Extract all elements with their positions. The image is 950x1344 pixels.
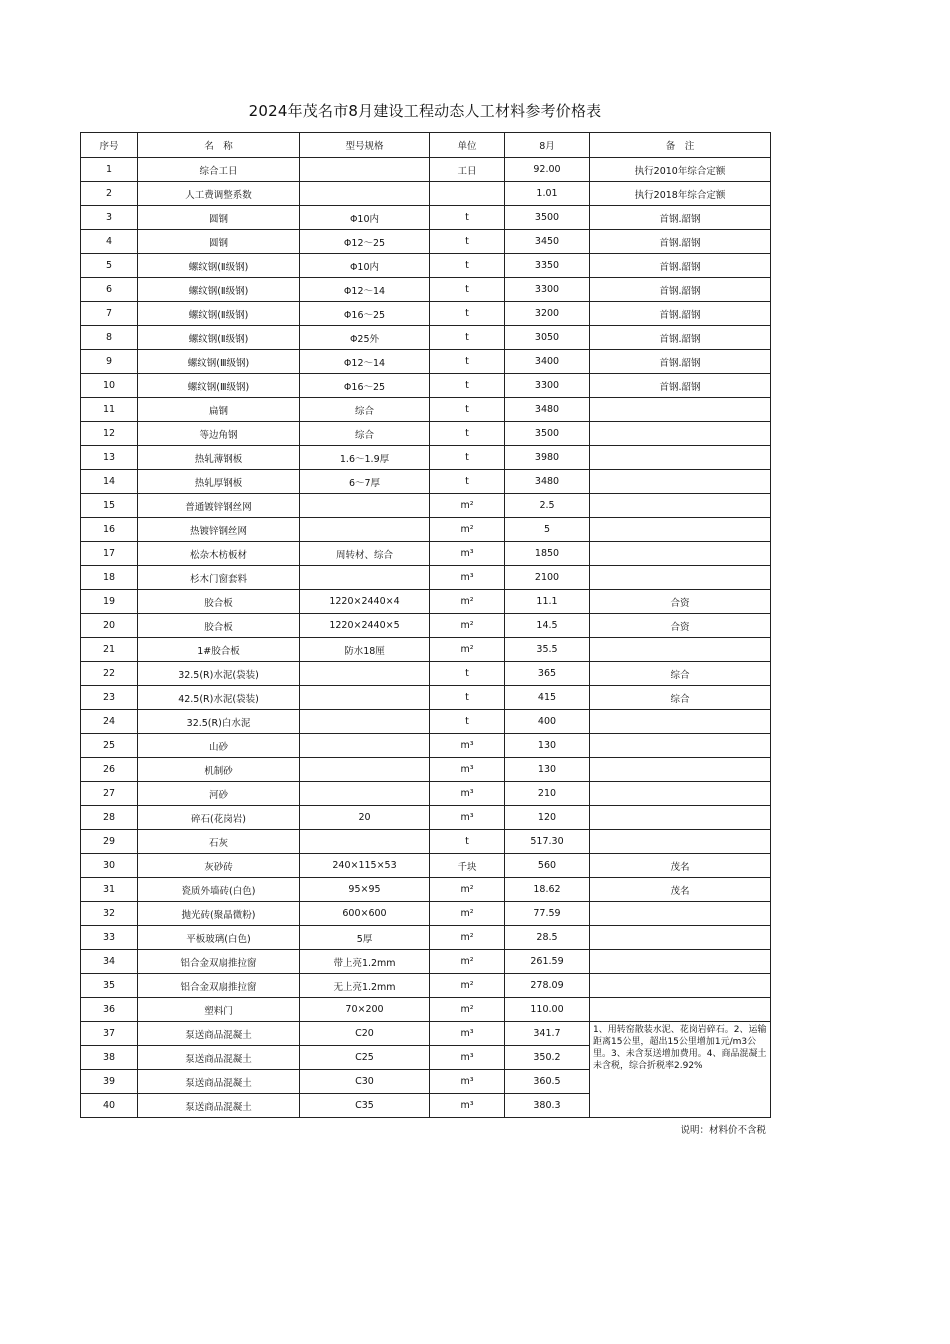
table-row: [81, 974, 771, 998]
cell-unit: m³: [430, 806, 505, 830]
table-row: [81, 926, 771, 950]
cell-spec: [300, 710, 430, 734]
cell-remark: 首钢.韶钢: [590, 326, 771, 350]
cell-price: 130: [505, 734, 590, 758]
cell-no: 40: [81, 1094, 138, 1118]
cell-no: 34: [81, 950, 138, 974]
cell-spec: 70×200: [300, 998, 430, 1022]
cell-no: 1: [81, 158, 138, 182]
cell-no: 23: [81, 686, 138, 710]
table-row: [81, 686, 771, 710]
cell-unit: m²: [430, 926, 505, 950]
cell-no: 38: [81, 1046, 138, 1070]
cell-unit: t: [430, 710, 505, 734]
cell-spec: [300, 686, 430, 710]
cell-remark: [590, 950, 771, 974]
cell-no: 27: [81, 782, 138, 806]
cell-spec: [300, 758, 430, 782]
cell-name: 人工费调整系数: [138, 182, 300, 206]
cell-price: 14.5: [505, 614, 590, 638]
cell-remark: 首钢.韶钢: [590, 206, 771, 230]
cell-remark: 执行2010年综合定额: [590, 158, 771, 182]
cell-spec: [300, 734, 430, 758]
cell-spec: 600×600: [300, 902, 430, 926]
cell-spec: [300, 518, 430, 542]
cell-no: 39: [81, 1070, 138, 1094]
cell-spec: 综合: [300, 398, 430, 422]
cell-remark: 首钢.韶钢: [590, 278, 771, 302]
cell-spec: 无上亮1.2mm: [300, 974, 430, 998]
cell-remark: [590, 470, 771, 494]
table-row: [81, 278, 771, 302]
table-row: [81, 734, 771, 758]
cell-name: 泵送商品混凝土: [138, 1022, 300, 1046]
cell-remark: [590, 734, 771, 758]
cell-name: 胶合板: [138, 590, 300, 614]
cell-remark: [590, 782, 771, 806]
cell-price: 3450: [505, 230, 590, 254]
cell-price: 3500: [505, 422, 590, 446]
cell-no: 24: [81, 710, 138, 734]
table-row: [81, 350, 771, 374]
cell-no: 12: [81, 422, 138, 446]
cell-spec: 防水18厘: [300, 638, 430, 662]
cell-name: 圆钢: [138, 230, 300, 254]
cell-spec: [300, 830, 430, 854]
cell-remark: 茂名: [590, 878, 771, 902]
table-row: [81, 422, 771, 446]
cell-no: 20: [81, 614, 138, 638]
cell-no: 28: [81, 806, 138, 830]
cell-remark: 首钢.韶钢: [590, 350, 771, 374]
cell-spec: [300, 782, 430, 806]
cell-name: 热轧厚钢板: [138, 470, 300, 494]
cell-name: 泵送商品混凝土: [138, 1094, 300, 1118]
cell-unit: m²: [430, 518, 505, 542]
cell-remark: [590, 422, 771, 446]
cell-price: 3300: [505, 374, 590, 398]
cell-unit: t: [430, 374, 505, 398]
cell-no: 15: [81, 494, 138, 518]
table-row: [81, 302, 771, 326]
cell-no: 32: [81, 902, 138, 926]
cell-remark: [590, 710, 771, 734]
cell-no: 2: [81, 182, 138, 206]
cell-unit: t: [430, 446, 505, 470]
table-row: [81, 254, 771, 278]
cell-remark: [590, 974, 771, 998]
cell-remark: [590, 806, 771, 830]
cell-price: 3350: [505, 254, 590, 278]
page-title: 2024年茂名市8月建设工程动态人工材料参考价格表: [248, 102, 602, 120]
table-row: [81, 590, 771, 614]
cell-spec: 5厚: [300, 926, 430, 950]
cell-unit: m²: [430, 878, 505, 902]
cell-no: 14: [81, 470, 138, 494]
cell-spec: 1220×2440×4: [300, 590, 430, 614]
header-remark: 备 注: [590, 133, 771, 158]
cell-unit: t: [430, 326, 505, 350]
cell-no: 29: [81, 830, 138, 854]
cell-name: 胶合板: [138, 614, 300, 638]
cell-spec: 95×95: [300, 878, 430, 902]
cell-name: 山砂: [138, 734, 300, 758]
footer-note: 说明：材料价不含税: [680, 1125, 766, 1136]
cell-name: 32.5(R)水泥(袋装): [138, 662, 300, 686]
table-row: [81, 614, 771, 638]
cell-spec: Φ12～14: [300, 350, 430, 374]
cell-price: 92.00: [505, 158, 590, 182]
table-row: [81, 542, 771, 566]
cell-unit: 千块: [430, 854, 505, 878]
cell-no: 17: [81, 542, 138, 566]
table-row: [81, 830, 771, 854]
cell-unit: m³: [430, 734, 505, 758]
cell-name: 河砂: [138, 782, 300, 806]
cell-price: 341.7: [505, 1022, 590, 1046]
cell-no: 18: [81, 566, 138, 590]
cell-name: 等边角钢: [138, 422, 300, 446]
cell-spec: Φ10内: [300, 206, 430, 230]
cell-name: 泵送商品混凝土: [138, 1070, 300, 1094]
cell-price: 1.01: [505, 182, 590, 206]
cell-price: 120: [505, 806, 590, 830]
cell-no: 31: [81, 878, 138, 902]
cell-price: 3200: [505, 302, 590, 326]
cell-unit: m³: [430, 1094, 505, 1118]
table-header-row: [81, 133, 771, 158]
cell-name: 杉木门窗套料: [138, 566, 300, 590]
header-price: 8月: [505, 133, 590, 158]
cell-spec: C20: [300, 1022, 430, 1046]
cell-unit: t: [430, 302, 505, 326]
cell-price: 517.30: [505, 830, 590, 854]
cell-unit: m³: [430, 782, 505, 806]
table-row: [81, 446, 771, 470]
cell-remark: 合资: [590, 590, 771, 614]
cell-price: 3400: [505, 350, 590, 374]
cell-remark: [590, 830, 771, 854]
cell-name: 铝合金双扇推拉窗: [138, 950, 300, 974]
cell-price: 3300: [505, 278, 590, 302]
cell-price: 3480: [505, 398, 590, 422]
table-row: [81, 206, 771, 230]
cell-price: 3500: [505, 206, 590, 230]
cell-no: 9: [81, 350, 138, 374]
cell-spec: 周转材、综合: [300, 542, 430, 566]
cell-name: 螺纹钢(Ⅱ级钢): [138, 254, 300, 278]
cell-no: 13: [81, 446, 138, 470]
cell-name: 热镀锌钢丝网: [138, 518, 300, 542]
cell-remark: [590, 758, 771, 782]
cell-remark: [590, 998, 771, 1022]
cell-unit: t: [430, 470, 505, 494]
cell-spec: Φ12～25: [300, 230, 430, 254]
cell-spec: [300, 662, 430, 686]
cell-spec: C25: [300, 1046, 430, 1070]
cell-price: 560: [505, 854, 590, 878]
header-unit: 单位: [430, 133, 505, 158]
cell-name: 抛光砖(聚晶微粉): [138, 902, 300, 926]
cell-name: 碎石(花岗岩): [138, 806, 300, 830]
cell-unit: t: [430, 350, 505, 374]
cell-unit: m²: [430, 902, 505, 926]
cell-price: 110.00: [505, 998, 590, 1022]
cell-remark: [590, 542, 771, 566]
cell-spec: Φ10内: [300, 254, 430, 278]
cell-price: 360.5: [505, 1070, 590, 1094]
cell-price: 210: [505, 782, 590, 806]
cell-name: 螺纹钢(Ⅱ级钢): [138, 278, 300, 302]
table-row: [81, 662, 771, 686]
cell-spec: Φ12～14: [300, 278, 430, 302]
cell-name: 泵送商品混凝土: [138, 1046, 300, 1070]
cell-price: 35.5: [505, 638, 590, 662]
table-row: [81, 1022, 771, 1046]
cell-price: 5: [505, 518, 590, 542]
cell-unit: m²: [430, 638, 505, 662]
cell-name: 综合工日: [138, 158, 300, 182]
cell-no: 37: [81, 1022, 138, 1046]
cell-name: 松杂木枋板材: [138, 542, 300, 566]
cell-no: 3: [81, 206, 138, 230]
cell-spec: [300, 182, 430, 206]
cell-remark: 首钢.韶钢: [590, 254, 771, 278]
cell-unit: m³: [430, 542, 505, 566]
cell-name: 1#胶合板: [138, 638, 300, 662]
cell-spec: [300, 494, 430, 518]
cell-name: 螺纹钢(Ⅲ级钢): [138, 350, 300, 374]
cell-no: 25: [81, 734, 138, 758]
cell-unit: m³: [430, 566, 505, 590]
cell-name: 螺纹钢(Ⅱ级钢): [138, 302, 300, 326]
cell-remark: 首钢.韶钢: [590, 230, 771, 254]
table-row: [81, 158, 771, 182]
cell-unit: 工日: [430, 158, 505, 182]
cell-price: 3480: [505, 470, 590, 494]
cell-remark: [590, 446, 771, 470]
table-row: [81, 398, 771, 422]
table-row: [81, 782, 771, 806]
cell-no: 33: [81, 926, 138, 950]
cell-no: 16: [81, 518, 138, 542]
cell-no: 6: [81, 278, 138, 302]
cell-price: 2.5: [505, 494, 590, 518]
cell-remark: 综合: [590, 662, 771, 686]
table-body: [81, 158, 771, 1118]
cell-spec: 带上亮1.2mm: [300, 950, 430, 974]
cell-price: 1850: [505, 542, 590, 566]
cell-name: 热轧薄钢板: [138, 446, 300, 470]
cell-price: 2100: [505, 566, 590, 590]
table-row: [81, 374, 771, 398]
table-row: [81, 182, 771, 206]
cell-unit: t: [430, 398, 505, 422]
table-row: [81, 806, 771, 830]
cell-spec: C30: [300, 1070, 430, 1094]
cell-no: 26: [81, 758, 138, 782]
cell-name: 机制砂: [138, 758, 300, 782]
cell-name: 32.5(R)白水泥: [138, 710, 300, 734]
cell-price: 400: [505, 710, 590, 734]
cell-spec: [300, 566, 430, 590]
cell-no: 30: [81, 854, 138, 878]
price-table: [80, 132, 771, 1118]
cell-price: 3050: [505, 326, 590, 350]
cell-name: 螺纹钢(Ⅲ级钢): [138, 374, 300, 398]
cell-unit: m³: [430, 1022, 505, 1046]
cell-spec: 综合: [300, 422, 430, 446]
cell-no: 35: [81, 974, 138, 998]
cell-unit: m³: [430, 1046, 505, 1070]
cell-name: 42.5(R)水泥(袋装): [138, 686, 300, 710]
cell-remark: 综合: [590, 686, 771, 710]
cell-unit: [430, 182, 505, 206]
cell-remark: [590, 566, 771, 590]
table-row: [81, 494, 771, 518]
table-row: [81, 998, 771, 1022]
cell-price: 11.1: [505, 590, 590, 614]
cell-unit: t: [430, 830, 505, 854]
cell-unit: m²: [430, 974, 505, 998]
cell-unit: m³: [430, 758, 505, 782]
cell-spec: [300, 158, 430, 182]
table-row: [81, 518, 771, 542]
cell-no: 36: [81, 998, 138, 1022]
table-row: [81, 710, 771, 734]
cell-spec: 240×115×53: [300, 854, 430, 878]
cell-unit: m³: [430, 1070, 505, 1094]
cell-name: 普通镀锌钢丝网: [138, 494, 300, 518]
cell-name: 瓷质外墙砖(白色): [138, 878, 300, 902]
cell-price: 380.3: [505, 1094, 590, 1118]
cell-price: 261.59: [505, 950, 590, 974]
cell-price: 350.2: [505, 1046, 590, 1070]
cell-unit: m²: [430, 494, 505, 518]
cell-price: 3980: [505, 446, 590, 470]
cell-no: 21: [81, 638, 138, 662]
table-row: [81, 230, 771, 254]
cell-spec: 6～7厚: [300, 470, 430, 494]
cell-spec: C35: [300, 1094, 430, 1118]
cell-no: 5: [81, 254, 138, 278]
cell-unit: t: [430, 662, 505, 686]
cell-spec: 20: [300, 806, 430, 830]
cell-remark: [590, 518, 771, 542]
cell-remark: [590, 398, 771, 422]
table-row: [81, 326, 771, 350]
cell-no: 7: [81, 302, 138, 326]
cell-no: 8: [81, 326, 138, 350]
concrete-remark: 1、用转窑散装水泥、花岗岩碎石。2、运输距离15公里，超出15公里增加1元/m3公里。3、未含泵送增加费用。4、商品混凝土未含税，综合折税率2.92%: [590, 1022, 771, 1118]
cell-price: 278.09: [505, 974, 590, 998]
cell-unit: m²: [430, 614, 505, 638]
cell-remark: [590, 638, 771, 662]
cell-price: 28.5: [505, 926, 590, 950]
cell-remark: 茂名: [590, 854, 771, 878]
cell-unit: t: [430, 206, 505, 230]
cell-spec: Φ16～25: [300, 374, 430, 398]
cell-no: 4: [81, 230, 138, 254]
header-spec: 型号规格: [300, 133, 430, 158]
table-row: [81, 758, 771, 782]
cell-remark: 首钢.韶钢: [590, 302, 771, 326]
cell-name: 螺纹钢(Ⅱ级钢): [138, 326, 300, 350]
cell-unit: t: [430, 278, 505, 302]
table-row: [81, 950, 771, 974]
cell-spec: Φ16～25: [300, 302, 430, 326]
cell-remark: [590, 494, 771, 518]
cell-remark: 执行2018年综合定额: [590, 182, 771, 206]
cell-unit: m²: [430, 998, 505, 1022]
cell-unit: t: [430, 422, 505, 446]
cell-no: 19: [81, 590, 138, 614]
cell-price: 18.62: [505, 878, 590, 902]
cell-price: 130: [505, 758, 590, 782]
table-row: [81, 878, 771, 902]
cell-price: 365: [505, 662, 590, 686]
cell-spec: 1220×2440×5: [300, 614, 430, 638]
cell-remark: [590, 902, 771, 926]
cell-unit: m²: [430, 590, 505, 614]
cell-unit: t: [430, 254, 505, 278]
cell-unit: t: [430, 230, 505, 254]
cell-name: 灰砂砖: [138, 854, 300, 878]
cell-remark: [590, 926, 771, 950]
cell-name: 扁钢: [138, 398, 300, 422]
cell-unit: t: [430, 686, 505, 710]
cell-name: 石灰: [138, 830, 300, 854]
cell-spec: 1.6～1.9厚: [300, 446, 430, 470]
cell-no: 11: [81, 398, 138, 422]
cell-name: 平板玻璃(白色): [138, 926, 300, 950]
cell-name: 圆钢: [138, 206, 300, 230]
cell-no: 10: [81, 374, 138, 398]
table-row: [81, 854, 771, 878]
cell-price: 415: [505, 686, 590, 710]
cell-remark: 合资: [590, 614, 771, 638]
cell-unit: m²: [430, 950, 505, 974]
header-name: 名 称: [138, 133, 300, 158]
cell-remark: 首钢.韶钢: [590, 374, 771, 398]
table-row: [81, 566, 771, 590]
table-row: [81, 638, 771, 662]
cell-spec: Φ25外: [300, 326, 430, 350]
cell-name: 铝合金双扇推拉窗: [138, 974, 300, 998]
table-row: [81, 470, 771, 494]
cell-price: 77.59: [505, 902, 590, 926]
table-row: [81, 902, 771, 926]
header-no: 序号: [81, 133, 138, 158]
cell-no: 22: [81, 662, 138, 686]
cell-name: 塑料门: [138, 998, 300, 1022]
